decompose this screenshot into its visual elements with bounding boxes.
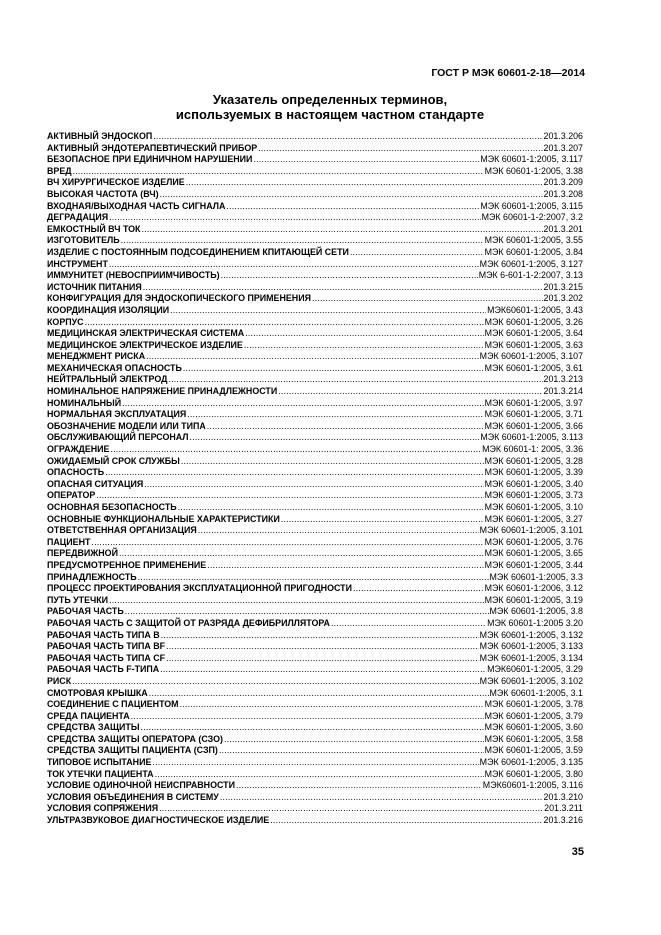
index-entry-term: ТИПОВОЕ ИСПЫТАНИЕ bbox=[47, 757, 152, 768]
index-entry bbox=[47, 247, 583, 259]
dot-leader bbox=[141, 722, 484, 734]
index-entry-reference: МЭК 60601-1:2005, 3.80 bbox=[484, 768, 583, 779]
index-entry bbox=[47, 131, 583, 143]
index-entry-term: ПЕРЕДВИЖНОЙ bbox=[47, 548, 118, 559]
index-entry-term: НЕЙТРАЛЬНЫЙ ЭЛЕКТРОД bbox=[47, 374, 168, 385]
index-entry bbox=[47, 688, 583, 700]
index-entry-reference: МЭК 60601-1:2005, 3.113 bbox=[480, 432, 583, 443]
index-entry-reference: 201.3.208 bbox=[543, 188, 583, 199]
index-entry-term: РИСК bbox=[47, 675, 72, 686]
index-entry-reference: МЭК 60601-1:2005, 3.55 bbox=[484, 235, 583, 246]
index-entry bbox=[47, 351, 583, 363]
dot-leader bbox=[160, 189, 543, 201]
dot-leader bbox=[155, 769, 484, 781]
index-entry bbox=[47, 711, 583, 723]
index-entry-term: УСЛОВИЕ ОДИНОЧНОЙ НЕИСПРАВНОСТИ bbox=[47, 780, 235, 791]
dot-leader bbox=[178, 502, 484, 514]
index-entry bbox=[47, 815, 583, 827]
index-entry-reference: 201.3.202 bbox=[543, 293, 583, 304]
index-entry-reference: МЭК 60601-1:2005, 3.115 bbox=[480, 200, 583, 211]
index-entry bbox=[47, 734, 583, 746]
dot-leader bbox=[183, 363, 484, 375]
index-entry-term: ВРЕД bbox=[47, 165, 72, 176]
index-entry-reference: МЭК 60601-1:2005, 3.73 bbox=[484, 490, 583, 501]
dot-leader bbox=[207, 560, 483, 572]
dot-leader bbox=[161, 630, 479, 642]
index-entry bbox=[47, 699, 583, 711]
index-entry bbox=[47, 490, 583, 502]
index-entry-term: СРЕДСТВА ЗАЩИТЫ ОПЕРАТОРА (СЗО) bbox=[47, 733, 223, 744]
index-entry-reference: 201.3.206 bbox=[543, 131, 583, 141]
index-entry-term: ОСНОВНАЯ БЕЗОПАСНОСТЬ bbox=[47, 502, 177, 512]
index-entry-term: РАБОЧАЯ ЧАСТЬ F-ТИПА bbox=[47, 664, 160, 675]
index-entry-reference: МЭК 60601-1:2005, 3.132 bbox=[479, 629, 583, 640]
dot-leader bbox=[105, 467, 483, 479]
index-entry-reference: 201.3.207 bbox=[543, 142, 583, 153]
index-entry-reference: МЭК60601-1:2005, 3.29 bbox=[487, 664, 583, 675]
index-entry bbox=[47, 479, 583, 491]
index-entry-reference: 201.3.214 bbox=[543, 386, 583, 397]
index-entry-reference: МЭК 60601-1:2005, 3.8 bbox=[489, 606, 583, 617]
index-entry-reference: МЭК 60601-1:2005, 3.66 bbox=[484, 420, 583, 431]
index-entry-term: УСЛОВИЯ СОПРЯЖЕНИЯ bbox=[47, 803, 159, 814]
index-entry-reference: МЭК 60601-1:2005, 3.65 bbox=[484, 548, 583, 559]
dot-leader bbox=[198, 525, 479, 537]
index-entry bbox=[47, 235, 583, 247]
index-entry-reference: 201.3.201 bbox=[543, 223, 583, 234]
dot-leader bbox=[190, 432, 480, 444]
index-entry bbox=[47, 792, 583, 804]
index-entry-term: ПАЦИЕНТ bbox=[47, 536, 91, 547]
dot-leader bbox=[152, 757, 478, 769]
index-entry-reference: МЭК 60601-1:2005, 3.71 bbox=[484, 409, 583, 420]
index-entry bbox=[47, 525, 583, 537]
index-entry-reference: МЭК 60601-1:2005, 3.61 bbox=[484, 362, 583, 373]
index-entry bbox=[47, 386, 583, 398]
index-entry bbox=[47, 467, 583, 479]
index-entry-reference: МЭК 60601-1:2005, 3.79 bbox=[484, 710, 583, 721]
index-entry-term: КОНФИГУРАЦИЯ ДЛЯ ЭНДОСКОПИЧЕСКОГО ПРИМЕНЕНИЯ bbox=[47, 293, 311, 304]
index-entry-term: РАБОЧАЯ ЧАСТЬ ТИПА CF bbox=[47, 652, 166, 663]
index-entry-reference: МЭК60601-1:2005, 3.43 bbox=[487, 304, 583, 315]
index-entry-reference: МЭК 60601-1:2005, 3.84 bbox=[484, 246, 583, 257]
index-entry-reference: МЭК 60601-1:2005, 3.60 bbox=[484, 722, 583, 733]
index-entry-reference: МЭК 60601-1:2005, 3.97 bbox=[484, 397, 583, 408]
dot-leader bbox=[109, 212, 481, 224]
index-entry-reference: МЭК 60601-1:2005, 3.107 bbox=[479, 351, 583, 362]
index-entry-term: ОСНОВНЫЕ ФУНКЦИОНАЛЬНЫЕ ХАРАКТЕРИСТИКИ bbox=[47, 513, 280, 524]
index-entry-reference: МЭК 60601-1:2005, 3.76 bbox=[484, 536, 583, 547]
index-entry bbox=[47, 803, 583, 815]
index-entry-term: ОПАСНАЯ СИТУАЦИЯ bbox=[47, 478, 144, 489]
index-entry-term: РАБОЧАЯ ЧАСТЬ С ЗАЩИТОЙ ОТ РАЗРЯДА ДЕФИБРИЛЛЯТОРА bbox=[47, 617, 330, 628]
index-entry-term: ДЕГРАДАЦИЯ bbox=[47, 212, 109, 223]
index-entry-reference: МЭК 60601-1:2005, 3.44 bbox=[484, 559, 583, 570]
index-entry bbox=[47, 722, 583, 734]
index-entry-term: ОБОЗНАЧЕНИЕ МОДЕЛИ ИЛИ ТИПА bbox=[47, 420, 206, 431]
index-entry-term: АКТИВНЫЙ ЭНДОСКОП bbox=[47, 131, 153, 141]
index-entry-reference: МЭК 60601-1:2005, 3.58 bbox=[484, 733, 583, 744]
index-entry bbox=[47, 606, 583, 618]
index-entry bbox=[47, 282, 583, 294]
dot-leader bbox=[219, 745, 484, 757]
dot-leader bbox=[141, 224, 542, 236]
index-entry-term: ИЗДЕЛИЕ С ПОСТОЯННЫМ ПОДСОЕДИНЕНИЕМ КПИТАЮЩЕЙ СЕТИ bbox=[47, 246, 349, 257]
index-entry bbox=[47, 409, 583, 421]
dot-leader bbox=[109, 259, 479, 271]
index-entry-term: ОБСЛУЖИВАЮЩИЙ ПЕРСОНАЛ bbox=[47, 432, 189, 443]
index-entry-reference: МЭК 60601-1:2005 3.20 bbox=[487, 617, 583, 628]
index-entry bbox=[47, 189, 583, 201]
dot-leader bbox=[258, 143, 542, 155]
index-entry-term: ИЗГОТОВИТЕЛЬ bbox=[47, 235, 120, 246]
index-entry-reference: МЭК 60601-1:2005, 3.64 bbox=[484, 328, 583, 339]
index-entry-reference: МЭК 60601-1:2005, 3.78 bbox=[484, 699, 583, 710]
index-entry bbox=[47, 143, 583, 155]
index-entry-term: ТОК УТЕЧКИ ПАЦИЕНТА bbox=[47, 768, 154, 779]
index-entry-reference: МЭК 60601-1-2:2007, 3.2 bbox=[481, 212, 583, 223]
dot-leader bbox=[153, 131, 542, 143]
dot-leader bbox=[278, 386, 542, 398]
dot-leader bbox=[350, 247, 484, 259]
index-entry bbox=[47, 502, 583, 514]
index-entry bbox=[47, 537, 583, 549]
dot-leader bbox=[186, 177, 543, 189]
index-entry-reference: МЭК 60601-1:2005, 3.10 bbox=[484, 502, 583, 512]
index-entry-term: ОТВЕТСТВЕННАЯ ОРГАНИЗАЦИЯ bbox=[47, 525, 197, 536]
index-entry-reference: МЭК60601-1:2005, 3.116 bbox=[482, 780, 583, 791]
index-entry bbox=[47, 201, 583, 213]
dot-leader bbox=[146, 351, 479, 363]
index-entry-term: АКТИВНЫЙ ЭНДОТЕРАПЕВТИЧЕСКИЙ ПРИБОР bbox=[47, 142, 258, 153]
dot-leader bbox=[160, 664, 486, 676]
index-entry bbox=[47, 583, 583, 595]
index-entry-reference: 201.3.215 bbox=[543, 281, 583, 292]
index-entry bbox=[47, 595, 583, 607]
index-entry-reference: МЭК 60601-1:2006, 3.12 bbox=[484, 583, 583, 594]
dot-leader bbox=[131, 711, 484, 723]
index-entry-term: ИММУНИТЕТ (НЕВОСПРИИМЧИВОСТЬ) bbox=[47, 270, 220, 281]
index-entry-reference: МЭК 60601-1:2005, 3.1 bbox=[489, 687, 583, 698]
index-entry bbox=[47, 560, 583, 572]
index-entry-reference: МЭК 60601-1: 2005, 3.36 bbox=[482, 444, 583, 455]
dot-leader bbox=[138, 572, 489, 584]
index-entry bbox=[47, 757, 583, 769]
dot-leader bbox=[170, 305, 486, 317]
index-entry-reference: МЭК 60601-1:2005, 3.39 bbox=[484, 467, 583, 478]
index-entry-reference: МЭК 60601-1:2005, 3.134 bbox=[479, 652, 583, 663]
index-entry-term: КОРПУС bbox=[47, 316, 84, 327]
dot-leader bbox=[220, 792, 543, 804]
dot-leader bbox=[149, 688, 489, 700]
index-entry-term: УСЛОВИЯ ОБЪЕДИНЕНИЯ В СИСТЕМУ bbox=[47, 791, 219, 802]
index-entry bbox=[47, 572, 583, 584]
dot-leader bbox=[253, 154, 479, 166]
index-entry bbox=[47, 328, 583, 340]
index-entry bbox=[47, 769, 583, 781]
index-entry bbox=[47, 618, 583, 630]
index-entry-reference: МЭК 6-601-1-2:2007, 3.13 bbox=[478, 270, 583, 281]
index-entry bbox=[47, 224, 583, 236]
index-entry-reference: МЭК 60601-1:2005, 3.19 bbox=[484, 594, 583, 605]
index-entry-reference: 201.3.213 bbox=[543, 374, 583, 385]
dot-leader bbox=[91, 537, 483, 549]
index-entry-term: СМОТРОВАЯ КРЫШКА bbox=[47, 687, 148, 698]
dot-leader bbox=[119, 548, 484, 560]
index-entry-term: МЕНЕДЖМЕНТ РИСКА bbox=[47, 351, 146, 362]
index-entry-term: ИНСТРУМЕНТ bbox=[47, 258, 108, 269]
index-entry-reference: МЭК 60601-1:2005, 3.38 bbox=[484, 165, 583, 176]
index-entry-term: СРЕДСТВА ЗАЩИТЫ bbox=[47, 722, 140, 733]
index-entry-term: ОПАСНОСТЬ bbox=[47, 467, 105, 478]
terms-index bbox=[47, 131, 583, 827]
dot-leader bbox=[159, 803, 543, 815]
index-entry-term: ВЧ ХИРУРГИЧЕСКОЕ ИЗДЕЛИЕ bbox=[47, 177, 185, 188]
index-entry bbox=[47, 745, 583, 757]
index-entry-reference: МЭК 60601-1:2005, 3.40 bbox=[484, 478, 583, 489]
index-entry-term: ОГРАЖДЕНИЕ bbox=[47, 444, 110, 455]
page-number: 35 bbox=[571, 846, 584, 858]
index-entry bbox=[47, 305, 583, 317]
index-entry-term: ПУТЬ УТЕЧКИ bbox=[47, 594, 109, 605]
index-entry-reference: 201.3.210 bbox=[543, 791, 583, 802]
index-entry bbox=[47, 421, 583, 433]
index-entry bbox=[47, 548, 583, 560]
index-entry-term: ВХОДНАЯ/ВЫХОДНАЯ ЧАСТЬ СИГНАЛА bbox=[47, 200, 226, 211]
index-entry bbox=[47, 444, 583, 456]
index-entry-term: РАБОЧАЯ ЧАСТЬ bbox=[47, 606, 124, 617]
index-entry bbox=[47, 456, 583, 468]
index-entry bbox=[47, 363, 583, 375]
dot-leader bbox=[144, 479, 483, 491]
dot-leader bbox=[122, 398, 483, 410]
index-entry-term: ОЖИДАЕМЫЙ СРОК СЛУЖБЫ bbox=[47, 455, 180, 466]
index-entry-term: НОМИНАЛЬНОЕ НАПРЯЖЕНИЕ ПРИНАДЛЕЖНОСТИ bbox=[47, 386, 278, 397]
index-entry-term: БЕЗОПАСНОЕ ПРИ ЕДИНИЧНОМ НАРУШЕНИИ bbox=[47, 154, 253, 165]
dot-leader bbox=[244, 340, 484, 352]
index-entry-term: СРЕДА ПАЦИЕНТА bbox=[47, 710, 130, 721]
index-entry-term: СОЕДИНЕНИЕ С ПАЦИЕНТОМ bbox=[47, 699, 179, 710]
index-entry-reference: МЭК 60601-1:2005, 3.135 bbox=[479, 757, 583, 768]
index-entry-term: ВЫСОКАЯ ЧАСТОТА (ВЧ) bbox=[47, 188, 159, 199]
dot-leader bbox=[187, 409, 483, 421]
index-entry-term: НОРМАЛЬНАЯ ЭКСПЛУАТАЦИЯ bbox=[47, 409, 187, 420]
index-entry-reference: МЭК 60601-1:2005, 3.63 bbox=[484, 339, 583, 350]
index-entry-reference: 201.3.209 bbox=[543, 177, 583, 188]
index-entry-term: СРЕДСТВА ЗАЩИТЫ ПАЦИЕНТА (СЗП) bbox=[47, 745, 218, 756]
index-entry-term: УЛЬТРАЗВУКОВОЕ ДИАГНОСТИЧЕСКОЕ ИЗДЕЛИЕ bbox=[47, 815, 270, 826]
index-entry bbox=[47, 317, 583, 329]
index-entry bbox=[47, 780, 583, 792]
dot-leader bbox=[180, 699, 484, 711]
index-entry-term: МЕДИЦИНСКОЕ ЭЛЕКТРИЧЕСКОЕ ИЗДЕЛИЕ bbox=[47, 339, 243, 350]
index-entry bbox=[47, 514, 583, 526]
index-entry-term: НОМИНАЛЬНЫЙ bbox=[47, 397, 122, 408]
dot-leader bbox=[224, 734, 484, 746]
index-title-line-1: Указатель определенных терминов, bbox=[212, 92, 448, 107]
dot-leader bbox=[353, 583, 484, 595]
dot-leader bbox=[236, 780, 482, 792]
index-entry bbox=[47, 630, 583, 642]
index-entry-term: ПРЕДУСМОТРЕННОЕ ПРИМЕНЕНИЕ bbox=[47, 559, 207, 570]
dot-leader bbox=[168, 374, 542, 386]
index-entry-term: МЕДИЦИНСКАЯ ЭЛЕКТРИЧЕСКАЯ СИСТЕМА bbox=[47, 328, 245, 339]
index-entry-reference: МЭК 60601-1:2005, 3.59 bbox=[484, 745, 583, 756]
dot-leader bbox=[166, 653, 479, 665]
dot-leader bbox=[166, 641, 479, 653]
index-entry-term: МЕХАНИЧЕСКАЯ ОПАСНОСТЬ bbox=[47, 362, 182, 373]
index-entry-term: ОПЕРАТОР bbox=[47, 490, 96, 501]
index-entry-reference: 201.3.216 bbox=[543, 815, 583, 826]
index-entry bbox=[47, 653, 583, 665]
dot-leader bbox=[312, 293, 543, 305]
index-entry-reference: МЭК 60601-1:2005, 3.117 bbox=[480, 154, 583, 165]
index-entry-reference: 201.3.211 bbox=[544, 803, 583, 814]
dot-leader bbox=[85, 317, 484, 329]
index-entry bbox=[47, 340, 583, 352]
index-entry-reference: МЭК 60601-1:2005, 3.101 bbox=[479, 525, 583, 536]
document-header: ГОСТ Р МЭК 60601-2-18—2014 bbox=[431, 67, 585, 79]
dot-leader bbox=[143, 282, 543, 294]
index-entry bbox=[47, 154, 583, 166]
index-entry bbox=[47, 259, 583, 271]
index-entry-reference: МЭК 60601-1:2005, 3.3 bbox=[489, 571, 583, 582]
index-entry bbox=[47, 432, 583, 444]
index-entry-reference: МЭК 60601-1:2005, 3.127 bbox=[479, 258, 583, 269]
index-entry bbox=[47, 166, 583, 178]
dot-leader bbox=[181, 456, 484, 468]
index-entry bbox=[47, 374, 583, 386]
index-title-line-2: используемых в настоящем частном стандарте bbox=[175, 107, 485, 122]
dot-leader bbox=[125, 606, 489, 618]
dot-leader bbox=[96, 490, 483, 502]
dot-leader bbox=[221, 270, 478, 282]
index-entry bbox=[47, 676, 583, 688]
dot-leader bbox=[73, 166, 484, 178]
index-entry-term: РАБОЧАЯ ЧАСТЬ ТИПА B bbox=[47, 629, 160, 640]
index-entry bbox=[47, 270, 583, 282]
index-entry bbox=[47, 177, 583, 189]
index-entry bbox=[47, 398, 583, 410]
dot-leader bbox=[281, 514, 484, 526]
index-entry bbox=[47, 664, 583, 676]
dot-leader bbox=[110, 444, 481, 456]
index-entry-term: ЕМКОСТНЫЙ ВЧ ТОК bbox=[47, 223, 141, 234]
dot-leader bbox=[72, 676, 479, 688]
index-entry-term: ПРОЦЕСС ПРОЕКТИРОВАНИЯ ЭКСПЛУАТАЦИОННОЙ ПРИГОДНОСТИ bbox=[47, 583, 352, 594]
index-entry-term: ИСТОЧНИК ПИТАНИЯ bbox=[47, 281, 142, 292]
dot-leader bbox=[245, 328, 483, 340]
index-entry-reference: МЭК 60601-1:2005, 3.133 bbox=[479, 641, 583, 652]
dot-leader bbox=[270, 815, 542, 827]
index-title bbox=[40, 92, 620, 122]
index-entry-reference: МЭК 60601-1:2005, 3.28 bbox=[484, 455, 583, 466]
index-entry-term: РАБОЧАЯ ЧАСТЬ ТИПА BF bbox=[47, 641, 166, 652]
dot-leader bbox=[109, 595, 484, 607]
dot-leader bbox=[121, 235, 484, 247]
index-entry-reference: МЭК 60601-1:2005, 3.26 bbox=[484, 316, 583, 327]
dot-leader bbox=[331, 618, 486, 630]
dot-leader bbox=[226, 201, 479, 213]
dot-leader bbox=[207, 421, 484, 433]
index-entry-term: КООРДИНАЦИЯ ИЗОЛЯЦИИ bbox=[47, 304, 170, 315]
index-entry-reference: МЭК 60601-1:2005, 3.27 bbox=[484, 513, 583, 524]
index-entry-reference: МЭК 60601-1:2005, 3.102 bbox=[479, 675, 583, 686]
index-entry bbox=[47, 641, 583, 653]
index-entry bbox=[47, 212, 583, 224]
index-entry bbox=[47, 293, 583, 305]
index-entry-term: ПРИНАДЛЕЖНОСТЬ bbox=[47, 571, 137, 582]
